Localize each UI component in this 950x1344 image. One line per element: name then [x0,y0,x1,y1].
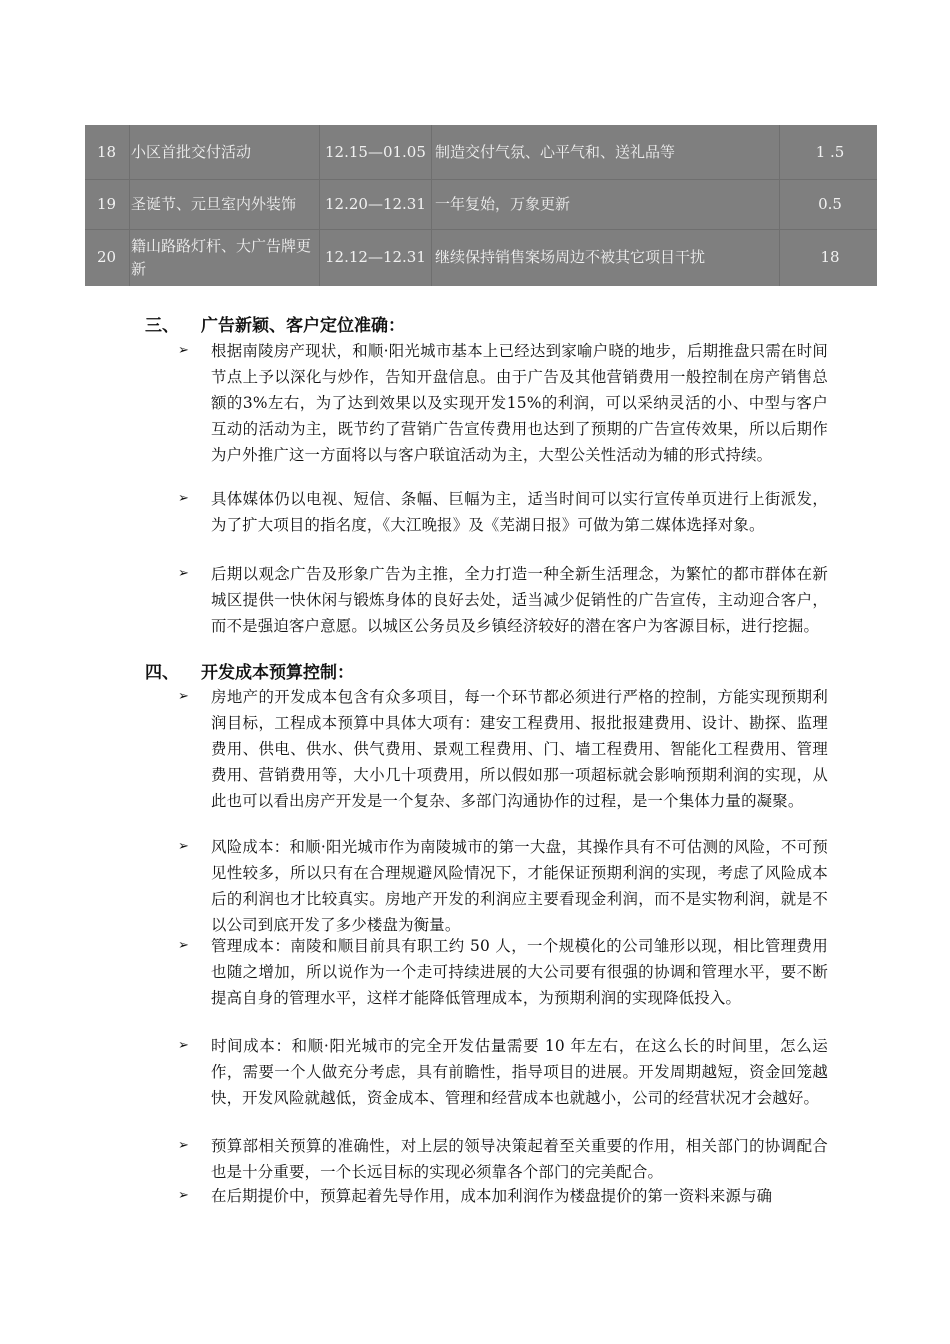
paragraph: 具体媒体仍以电视、短信、条幅、巨幅为主，适当时间可以实行宣传单页进行上街派发，为了扩大项目的指名度，《大江晚报》及《芜湖日报》可做为第二媒体选择对象。 [211,490,828,534]
row-number: 18 [97,142,117,161]
activity-description: 继续保持销售案场周边不被其它项目干扰 [435,248,706,266]
bullet-arrow-icon: ➢ [178,938,189,953]
activity-name: 圣诞节、元旦室内外装饰 [131,194,297,213]
activity-value: 1 .5 [815,142,845,161]
paragraph: 在后期提价中，预算起着先导作用，成本加利润作为楼盘提价的第一资料来源与确 [211,1187,773,1205]
paragraph: 管理成本：南陵和顺目前具有职工约 50 人，一个规模化的公司雏形以现，相比管理费用也随之增加，所以说作为一个走可持续进展的大公司要有很强的协调和管理水平，要不断提高自身的管理水平，这样才能降低管理成本，为预期利润的实现降低投入。 [211,937,828,1007]
activity-value: 18 [820,248,840,266]
activity-description: 一年复始，万象更新 [435,194,571,213]
activity-value: 0.5 [818,194,842,213]
activity-date: 12.20—12.31 [325,194,426,213]
section-title: 广告新颖、客户定位准确： [201,316,405,336]
activity-date: 12.15—01.05 [325,142,426,161]
activity-name: 籍山路路灯杆、大广告牌更新 [131,236,312,278]
bullet-arrow-icon: ➢ [178,1038,189,1053]
row-number: 20 [97,248,117,266]
paragraph: 风险成本：和顺·阳光城市作为南陵城市的第一大盘，其操作具有不可估测的风险，不可预见性较多，所以只有在合理规避风险情况下，才能保证预期利润的实现，考虑了风险成本后的利润也才比较真实。房地产开发的利润应主要看现金利润，而不是实物利润，就是不以公司到底开发了多少楼盘为衡量。 [211,838,828,934]
bullet-arrow-icon: ➢ [178,839,189,854]
paragraph: 根据南陵房产现状，和顺·阳光城市基本上已经达到家喻户晓的地步，后期推盘只需在时间节点上予以深化与炒作，告知开盘信息。由于广告及其他营销费用一般控制在房产销售总额的3%左右，为了达到效果以及实现开发15%的利润，可以采纳灵活的小、中型与客户互动的活动为主，既节约了营销广告宣传费用也达到了预期的广告宣传效果，所以后期作为户外推广这一方面将以与客户联谊活动为主，大型公关性活动为辅的形式持续。 [211,342,828,464]
bullet-arrow-icon: ➢ [178,1138,189,1153]
bullet-arrow-icon: ➢ [178,491,189,506]
paragraph: 预算部相关预算的准确性，对上层的领导决策起着至关重要的作用，相关部门的协调配合也是十分重要，一个长远目标的实现必须靠各个部门的完美配合。 [211,1137,828,1181]
section-heading [145,314,405,338]
bullet-arrow-icon: ➢ [178,343,189,358]
table-row [85,125,877,179]
table-row [85,229,877,286]
section-number: 三、 [145,316,179,336]
table-row [85,179,877,229]
section-title: 开发成本预算控制： [201,663,354,683]
paragraph: 后期以观念广告及形象广告为主推，全力打造一种全新生活理念，为繁忙的都市群体在新城区提供一快休闲与锻炼身体的良好去处，适当减少促销性的广告宣传，主动迎合客户，而不是强迫客户意愿。以城区公务员及乡镇经济较好的潜在客户为客源目标，进行挖掘。 [211,565,828,635]
paragraph: 房地产的开发成本包含有众多项目，每一个环节都必须进行严格的控制，方能实现预期利润目标，工程成本预算中具体大项有：建安工程费用、报批报建费用、设计、勘探、监理费用、供电、供水、供气费用、景观工程费用、门、墙工程费用、智能化工程费用、管理费用、营销费用等，大小几十项费用，所以假如那一项超标就会影响预期利润的实现，从此也可以看出房产开发是一个复杂、多部门沟通协作的过程，是一个集体力量的凝聚。 [211,688,828,810]
bullet-arrow-icon: ➢ [178,566,189,581]
paragraph: 时间成本：和顺·阳光城市的完全开发估量需要 10 年左右，在这么长的时间里，怎么运作，需要一个人做充分考虑，具有前瞻性，指导项目的进展。开发周期越短，资金回笼越快，开发风险就越低，资金成本、管理和经营成本也就越小，公司的经营状况才会越好。 [211,1037,828,1107]
bullet-arrow-icon: ➢ [178,1188,189,1203]
row-number: 19 [97,194,117,213]
bullet-arrow-icon: ➢ [178,689,189,704]
activity-date: 12.12—12.31 [325,248,426,266]
activity-name: 小区首批交付活动 [131,142,252,161]
section-heading [145,661,354,685]
activity-table [85,125,877,286]
section-number: 四、 [145,663,179,683]
activity-description: 制造交付气氛、心平气和、送礼品等 [435,142,676,161]
